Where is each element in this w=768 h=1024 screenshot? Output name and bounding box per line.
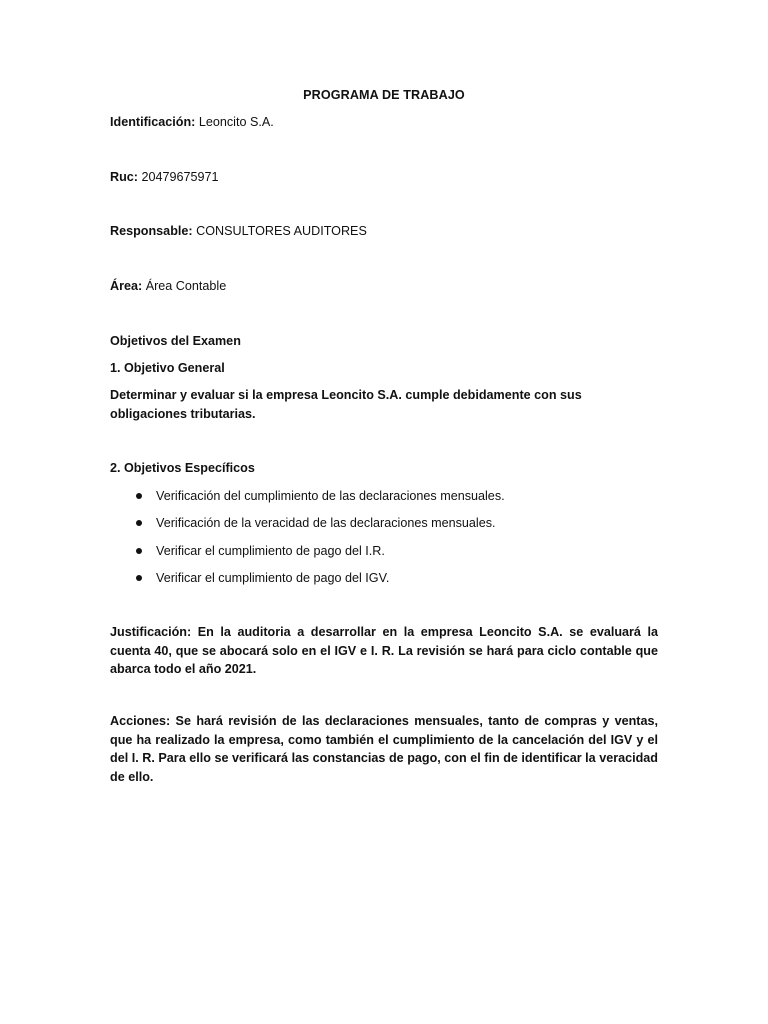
justificacion-label: Justificación: xyxy=(110,625,192,639)
list-item-text: Verificar el cumplimiento de pago del I.R. xyxy=(156,543,385,558)
document-title: PROGRAMA DE TRABAJO xyxy=(303,88,465,102)
area-value: Área Contable xyxy=(142,279,227,293)
list-item xyxy=(110,569,658,596)
justificacion-paragraph xyxy=(110,623,658,679)
bullet-icon xyxy=(136,493,142,499)
ruc-label: Ruc: xyxy=(110,170,138,184)
list-item xyxy=(110,542,658,569)
identificacion-value: Leoncito S.A. xyxy=(195,115,274,129)
list-item-text: Verificación de la veracidad de las declaraciones mensuales. xyxy=(156,516,496,531)
acciones-paragraph xyxy=(110,712,658,786)
list-item-text: Verificación del cumplimiento de las declaraciones mensuales. xyxy=(156,489,505,503)
objetivos-especificos-heading: 2. Objetivos Específicos xyxy=(110,461,255,475)
objetivo-general-text: Determinar y evaluar si la empresa Leoncito S.A. cumple debidamente con sus obligaciones tributarias. xyxy=(110,388,582,421)
bullet-icon xyxy=(136,520,142,526)
objetivo-general-heading: 1. Objetivo General xyxy=(110,361,225,375)
list-item xyxy=(110,487,658,514)
list-item-text: Verificar el cumplimiento de pago del IGV. xyxy=(156,571,390,586)
identificacion-line xyxy=(110,113,274,131)
responsable-line xyxy=(110,222,367,240)
list-item xyxy=(110,514,658,541)
bullet-icon xyxy=(136,548,142,554)
ruc-value: 20479675971 xyxy=(138,170,219,184)
area-label: Área: xyxy=(110,279,143,293)
objetivos-especificos-list xyxy=(110,487,658,597)
responsable-label: Responsable: xyxy=(110,224,193,238)
responsable-value: CONSULTORES AUDITORES xyxy=(192,224,367,238)
acciones-label: Acciones: xyxy=(110,714,171,728)
acciones-text: Se hará revisión de las declaraciones mensuales, tanto de compras y ventas, que ha realizado la empresa, como también el cumplimiento de la cancelación del IGV y el del I. R. Para ello se verificará las constancias de pago, con el fin de identificar la veracidad de ello. xyxy=(110,714,658,784)
ruc-line xyxy=(110,168,219,186)
area-line xyxy=(110,277,226,295)
objetivos-heading: Objetivos del Examen xyxy=(110,334,241,348)
identificacion-label: Identificación: xyxy=(110,115,196,129)
justificacion-text: En la auditoria a desarrollar en la empresa Leoncito S.A. se evaluará la cuenta 40, que se abocará solo en el IGV e I. R. La revisión se hará para ciclo contable que abarca todo el año 2021. xyxy=(110,625,658,676)
bullet-icon xyxy=(136,575,142,581)
